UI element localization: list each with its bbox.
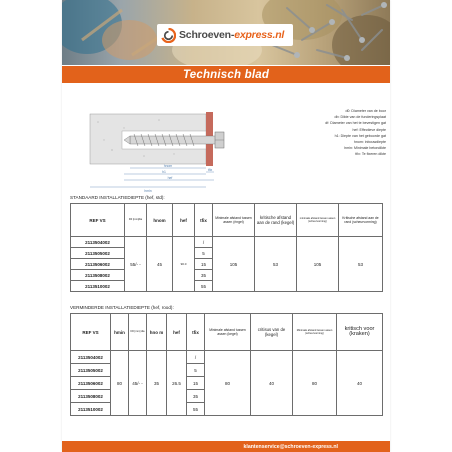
- standard-section-title: STANDAARD INSTALLATIEDIEPTE (hef, std):: [70, 195, 165, 200]
- hnom-cell: 45: [147, 237, 173, 292]
- tfix-cell: 55: [187, 403, 205, 416]
- ref-cell: 2113508002: [71, 270, 125, 281]
- ref-cell: 2113506002: [71, 377, 111, 390]
- min-afstand-cell: 80: [205, 351, 251, 416]
- footer-bar: [62, 441, 390, 452]
- legend-item: hef: Effectieve diepte: [352, 127, 386, 132]
- reduced-table: [70, 313, 383, 416]
- diagram-label-hnom: hnom: [163, 164, 173, 168]
- d0-cell: 55/- -: [125, 237, 147, 292]
- ref-cell: 2113510002: [71, 281, 125, 292]
- min-afstand-2-cell: 80: [293, 351, 337, 416]
- col-header-min-afstand: Minimale afstand tussen assen (kegel): [205, 314, 251, 351]
- diagram-label-tfix: tfix: [207, 168, 213, 172]
- diagram-label-h1: h1: [162, 170, 166, 174]
- tfix-cell: /: [187, 351, 205, 364]
- ref-cell: 2113504002: [71, 351, 111, 364]
- kritische-rand-cell: 40: [251, 351, 293, 416]
- ref-cell: 2113505002: [71, 364, 111, 377]
- col-header-d0: D0 [mm]dia: [125, 204, 147, 237]
- col-header-kritische-rand: critisus van de (kegel): [251, 314, 293, 351]
- col-header-tfix: tfix: [187, 314, 205, 351]
- col-header-kritische-afstand: kritisch voor (kraken): [337, 314, 383, 351]
- tfix-cell: /: [195, 237, 213, 248]
- tfix-cell: 15: [195, 259, 213, 270]
- legend-item: d0: Diameter van de boor: [345, 109, 386, 113]
- col-header-min-afstand-2: Minimale afstand tussen assen (scheurvorming): [293, 314, 337, 351]
- col-header-hnom: hnom: [147, 204, 173, 237]
- tfix-cell: 55: [195, 281, 213, 292]
- kritische-afstand-cell: 53: [339, 237, 383, 292]
- col-header-min-afstand: Minimale afstand tussen assen (ringel): [213, 204, 255, 237]
- anchor-diagram: [84, 110, 234, 194]
- ref-cell: 2113506002: [71, 259, 125, 270]
- brand-logo: [157, 24, 293, 46]
- table-row: [71, 237, 383, 248]
- diagram-label-hmin: hmin: [144, 189, 152, 193]
- col-header-hmin: hmin: [111, 314, 129, 351]
- legend-item: h1: Diepte van het geboorde gat: [334, 133, 386, 138]
- col-header-min-afstand-2: minimale afstand tussen assen (scheurvorming): [297, 204, 339, 237]
- tfix-cell: 5: [195, 248, 213, 259]
- ref-cell: 2113508002: [71, 390, 111, 403]
- col-header-tfix: tfix: [195, 204, 213, 237]
- col-header-hnom: hno m: [147, 314, 167, 351]
- legend-item: hmin: Minimale betondikte: [344, 146, 386, 151]
- tfix-cell: 5: [187, 364, 205, 377]
- col-header-hef: hef: [173, 204, 195, 237]
- col-header-ref: REF VS: [71, 204, 125, 237]
- kritische-afstand-cell: 40: [337, 351, 383, 416]
- footer-email-link[interactable]: klantenservice@schroeven-express.nl: [243, 443, 338, 450]
- col-header-kritische-afstand: Kritische afstand aan de rand (scheurvorming): [339, 204, 383, 237]
- col-header-hef: hef: [167, 314, 187, 351]
- d0-cell: 45/- -: [129, 351, 147, 416]
- tfix-cell: 15: [187, 377, 205, 390]
- legend-item: hnom: inbouwdiepte: [353, 140, 386, 145]
- legend-item: db: Dikte van de funderingsplaat: [334, 115, 386, 120]
- brand-logo-icon: [161, 28, 176, 43]
- diagram-label-hef: hef: [167, 176, 173, 180]
- tfix-cell: 35: [195, 270, 213, 281]
- legend: [236, 108, 386, 158]
- standard-table: [70, 203, 383, 292]
- kritische-rand-cell: 53: [255, 237, 297, 292]
- hnom-cell: 35: [147, 351, 167, 416]
- legend-item: df: Diameter van het te bevestigen gat: [325, 121, 386, 126]
- title-banner: [62, 66, 390, 83]
- min-afstand-2-cell: 105: [297, 237, 339, 292]
- col-header-kritische-rand: kritische afstand aan de rand (kegel): [255, 204, 297, 237]
- ref-cell: 2113510002: [71, 403, 111, 416]
- ref-cell: 2113504002: [71, 237, 125, 248]
- hef-cell: 26.5: [167, 351, 187, 416]
- tfix-cell: 35: [187, 390, 205, 403]
- col-header-d0: D0 [mm] dia: [129, 314, 147, 351]
- min-afstand-cell: 105: [213, 237, 255, 292]
- brand-name: Schroeven-express.nl: [179, 29, 285, 41]
- reduced-section-title: VERMINDERDE INSTALLATIEDIEPTE (hef, rood):: [70, 305, 174, 310]
- page-title: Technisch blad: [182, 68, 270, 81]
- header-photo: [62, 0, 390, 65]
- ref-cell: 2113505002: [71, 248, 125, 259]
- legend-item: tfix: Te fixeren dikte: [355, 152, 386, 157]
- table-row: [71, 351, 383, 364]
- hmin-cell: 80: [111, 351, 129, 416]
- datasheet-page: [62, 0, 390, 452]
- hef-cell: 90.0: [173, 237, 195, 292]
- col-header-ref: REF VS: [71, 314, 111, 351]
